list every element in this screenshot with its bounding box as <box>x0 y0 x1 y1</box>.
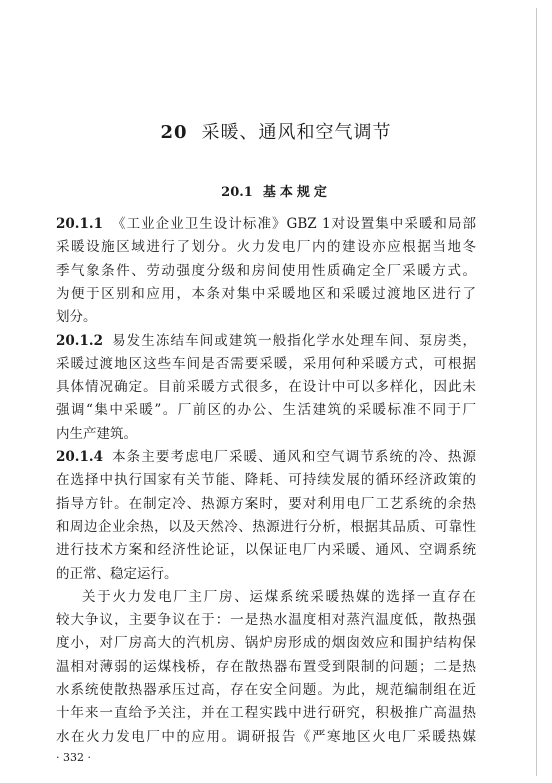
line-text: 温相对薄弱的运煤栈桥，存在散热器布置受到限制的问题；二是热 <box>56 658 476 675</box>
text-line <box>56 564 476 584</box>
text-line <box>56 261 476 281</box>
text-line <box>56 517 476 537</box>
text-line <box>56 331 476 351</box>
text-line <box>56 470 476 490</box>
text-line <box>56 214 476 234</box>
clause-number: 20.1.4 <box>56 449 103 465</box>
line-text: 本条主要考虑电厂采暖、通风和空气调节系统的冷、热源 <box>110 449 476 465</box>
line-text: 和周边企业余热，以及天然冷、热源进行分析，根据其品质、可靠性 <box>56 518 476 535</box>
text-line <box>56 657 476 677</box>
line-text: 进行技术方案和经济性论证，以保证电厂内采暖、通风、空调系统 <box>56 542 476 559</box>
line-text: 易发生冻结车间或建筑一般指化学水处理车间、泵房类， <box>110 332 476 349</box>
text-line <box>56 354 476 374</box>
text-line <box>56 494 476 514</box>
line-text: 的正常、稳定运行。 <box>56 565 178 582</box>
chapter-number: 20 <box>160 122 188 143</box>
chapter-title <box>0 118 552 144</box>
text-line <box>56 540 476 560</box>
line-text: 指导方针。在制定冷、热源方案时，要对利用电厂工艺系统的余热 <box>56 495 476 512</box>
line-text: 在选择中执行国家有关节能、降耗、可持续发展的循环经济政策的 <box>56 472 476 489</box>
page-number: · 332 · <box>56 751 91 764</box>
line-text: 采暖设施区域进行了划分。火力发电厂内的建设亦应根据当地冬 <box>56 239 476 256</box>
text-line <box>56 703 476 723</box>
text-line <box>56 284 476 304</box>
line-text: 为便于区别和应用，本条对集中采暖地区和采暖过渡地区进行了 <box>56 285 476 302</box>
line-text: 强调“集中采暖”。厂前区的办公、生活建筑的采暖标准不同于厂 <box>56 402 476 419</box>
section-number: 20.1 <box>221 185 253 200</box>
line-text: 十年来一直给予关注，并在工程实践中进行研究，积极推广高温热 <box>56 705 476 722</box>
chapter-title-text: 采暖、通风和空气调节 <box>201 122 392 143</box>
line-text: 水在火力发电厂中的应用。调研报告《严寒地区火电厂采暖热媒 <box>56 728 476 745</box>
text-line <box>56 424 476 444</box>
clause-number: 20.1.2 <box>56 332 103 349</box>
text-line <box>56 447 476 467</box>
text-line <box>82 587 476 607</box>
text-line <box>56 307 476 327</box>
text-line <box>56 237 476 257</box>
text-line <box>56 610 476 630</box>
text-line <box>56 680 476 700</box>
section-title <box>0 181 552 200</box>
line-text: 关于火力发电厂主厂房、运煤系统采暖热媒的选择一直存在 <box>82 588 476 605</box>
line-text: 季气象条件、劳动强度分级和房间使用性质确定全厂采暖方式。 <box>56 262 476 279</box>
line-text: 较大争议，主要争议在于：一是热水温度相对蒸汽温度低，散热强 <box>56 612 476 629</box>
line-text: 《工业企业卫生设计标准》GBZ 1对设置集中采暖和局部 <box>110 216 476 232</box>
line-text: 划分。 <box>56 309 97 326</box>
line-text: 采暖过渡地区这些车间是否需要采暖，采用何种采暖方式，可根据 <box>56 355 476 372</box>
text-line <box>56 400 476 420</box>
clause-number: 20.1.1 <box>56 216 103 232</box>
text-line <box>56 633 476 653</box>
line-text: 度小，对厂房高大的汽机房、锅炉房形成的烟囱效应和围护结构保 <box>56 635 476 652</box>
text-line <box>56 377 476 397</box>
line-text: 具体情况确定。目前采暖方式很多，在设计中可以多样化，因此未 <box>56 379 476 396</box>
line-text: 水系统使散热器承压过高，存在安全问题。为此，规范编制组在近 <box>56 682 476 698</box>
text-line <box>56 727 476 747</box>
line-text: 内生产建筑。 <box>56 425 137 442</box>
section-title-text: 基本规定 <box>262 185 331 200</box>
